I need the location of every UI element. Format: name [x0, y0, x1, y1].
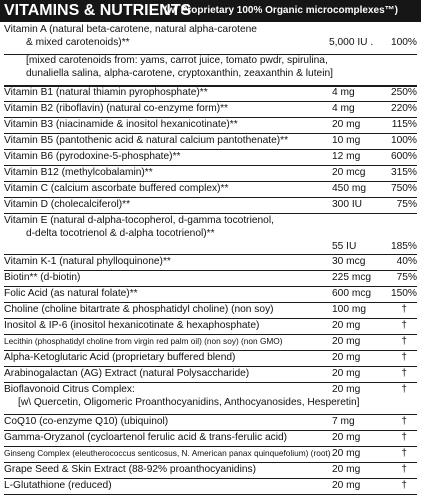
nutrient-row: [4, 431, 417, 447]
nutrient-row: [4, 319, 417, 335]
daily-value: †: [401, 448, 407, 459]
nutrient-row: [4, 102, 417, 118]
daily-value: 750%: [390, 183, 417, 194]
daily-value: 315%: [390, 167, 417, 178]
section-header: [0, 0, 421, 22]
nutrient-name: Ginseng Complex (eleutherococcus senticosus, N. American panax quinquefolium) (root): [4, 448, 331, 458]
daily-value: †: [401, 336, 407, 347]
nutrient-amount: 20 mg: [332, 320, 361, 331]
nutrient-name: Arabinogalactan (AG) Extract (natural Polysaccharide): [4, 368, 250, 379]
nutrient-name-continued: [w\ Quercetin, Oligomeric Proanthocyanidins, Anthocyanosides, Hesperetin]: [18, 397, 360, 408]
daily-value: †: [401, 464, 407, 475]
nutrient-row: [4, 351, 417, 367]
daily-value: †: [401, 320, 407, 331]
nutrient-amount: 4 mg: [332, 87, 355, 98]
nutrient-amount: 12 mg: [332, 151, 361, 162]
section-subtitle: (w/ Proprietary 100% Organic microcomplexes™): [164, 5, 398, 16]
nutrient-amount: 10 mg: [332, 135, 361, 146]
nutrient-row: [4, 166, 417, 182]
nutrient-amount: 55 IU: [332, 241, 357, 252]
nutrient-name: Vitamin B3 (niacinamide & inositol hexanicotinate)**: [4, 119, 238, 130]
nutrient-row: [4, 86, 417, 102]
nutrient-amount: 450 mg: [332, 183, 366, 194]
daily-value: †: [401, 368, 407, 379]
nutrient-name: Lecithin (phosphatidyl choline from virgin red palm oil) (non soy) (non GMO): [4, 336, 283, 346]
nutrient-row: [4, 134, 417, 150]
daily-value: †: [401, 304, 407, 315]
nutrient-name: Bioflavonoid Citrus Complex:: [4, 384, 135, 395]
nutrient-amount: 20 mg: [332, 448, 361, 459]
daily-value: 75%: [396, 272, 417, 283]
daily-value: †: [401, 480, 407, 491]
nutrient-row: [4, 150, 417, 166]
daily-value: †: [401, 384, 407, 395]
nutrient-row: [4, 415, 417, 431]
nutrient-name-continued: dunaliella salina, alpha-carotene, cryptoxanthin, zeaxanthin & lutein]: [26, 68, 333, 79]
nutrient-row: [4, 118, 417, 134]
nutrient-amount: 7 mg: [332, 416, 355, 427]
nutrient-name: [mixed carotenoids from: yams, carrot juice, tomato pwdr, spirulina,: [26, 55, 328, 66]
nutrient-amount: 225 mcg: [332, 272, 372, 283]
nutrient-amount: 5,000 IU .: [329, 37, 374, 48]
nutrient-name: Vitamin B12 (methylcobalamin)**: [4, 167, 153, 178]
daily-value: †: [401, 352, 407, 363]
nutrient-amount: 20 mg: [332, 119, 361, 130]
nutrient-name-continued: & mixed carotenoids)**: [26, 37, 130, 48]
nutrient-name-continued: d-delta tocotrienol & d-alpha tocotrienol)**: [26, 228, 215, 239]
daily-value: 100%: [390, 37, 417, 48]
nutrient-row: [4, 367, 417, 383]
nutrient-row: [4, 198, 417, 214]
nutrient-row: [4, 383, 417, 415]
nutrient-row: [4, 255, 417, 271]
nutrient-name: Vitamin A (natural beta-carotene, natural alpha-carotene: [4, 24, 257, 35]
nutrient-row: [4, 182, 417, 198]
nutrient-row: [4, 271, 417, 287]
daily-value: 250%: [390, 87, 417, 98]
daily-value: 600%: [390, 151, 417, 162]
daily-value: 115%: [391, 119, 417, 130]
nutrient-amount: 30 mcg: [332, 256, 366, 267]
nutrient-name: Vitamin B5 (pantothenic acid & natural calcium pantothenate)**: [4, 135, 289, 146]
nutrient-row: [4, 23, 417, 55]
nutrient-row: [4, 463, 417, 479]
nutrient-row: [4, 214, 417, 255]
nutrient-row: [4, 335, 417, 351]
daily-value: 185%: [390, 241, 417, 252]
nutrient-amount: 4 mg: [332, 103, 355, 114]
nutrient-name: Choline (choline bitartrate & phosphatidyl choline) (non soy): [4, 304, 274, 315]
nutrient-amount: 300 IU: [332, 199, 363, 210]
nutrient-amount: 20 mg: [332, 464, 361, 475]
nutrient-name: CoQ10 (co-enzyme Q10) (ubiquinol): [4, 416, 169, 427]
nutrient-name: Vitamin D (cholecalciferol)**: [4, 199, 131, 210]
nutrient-amount: 20 mg: [332, 336, 361, 347]
nutrient-name: Vitamin C (calcium ascorbate buffered complex)**: [4, 183, 229, 194]
nutrient-name: Vitamin B1 (natural thiamin pyrophosphate)**: [4, 87, 208, 98]
nutrient-amount: 600 mcg: [332, 288, 372, 299]
daily-value: 100%: [390, 135, 417, 146]
nutrient-row: [4, 447, 417, 463]
nutrient-name: Vitamin E (natural d-alpha-tocopherol, d-gamma tocotrienol,: [4, 215, 274, 226]
nutrient-row: [4, 54, 417, 87]
section-title: VITAMINS & NUTRIENTS: [4, 2, 192, 19]
nutrient-name: Vitamin B2 (riboflavin) (natural co-enzyme form)**: [4, 103, 229, 114]
nutrient-amount: 20 mg: [332, 432, 361, 443]
nutrient-amount: 20 mg: [332, 352, 361, 363]
daily-value: 40%: [396, 256, 417, 267]
nutrient-name: L-Glutathione (reduced): [4, 480, 112, 491]
nutrient-row: [4, 479, 417, 495]
nutrient-name: Grape Seed & Skin Extract (88-92% proanthocyanidins): [4, 464, 256, 475]
daily-value: 220%: [390, 103, 417, 114]
nutrient-amount: 20 mg: [332, 368, 361, 379]
nutrient-row: [4, 287, 417, 303]
daily-value: 75%: [396, 199, 417, 210]
nutrient-amount: 20 mg: [332, 384, 361, 395]
nutrient-name: Folic Acid (as natural folate)**: [4, 288, 138, 299]
nutrient-amount: 20 mg: [332, 480, 361, 491]
nutrient-name: Vitamin K-1 (natural phylloquinone)**: [4, 256, 171, 267]
nutrient-row: [4, 303, 417, 319]
nutrient-amount: 100 mg: [332, 304, 366, 315]
nutrient-name: Inositol & IP-6 (inositol hexanicotinate & hexaphosphate): [4, 320, 260, 331]
nutrient-name: Biotin** (d-biotin): [4, 272, 81, 283]
nutrient-name: Vitamin B6 (pyrodoxine-5-phosphate)**: [4, 151, 181, 162]
nutrient-name: Alpha-Ketoglutaric Acid (proprietary buffered blend): [4, 352, 236, 363]
nutrient-amount: 20 mcg: [332, 167, 366, 178]
daily-value: †: [401, 416, 407, 427]
nutrient-name: Gamma-Oryzanol (cycloartenol ferulic acid & trans-ferulic acid): [4, 432, 288, 443]
daily-value: †: [401, 432, 407, 443]
daily-value: 150%: [390, 288, 417, 299]
